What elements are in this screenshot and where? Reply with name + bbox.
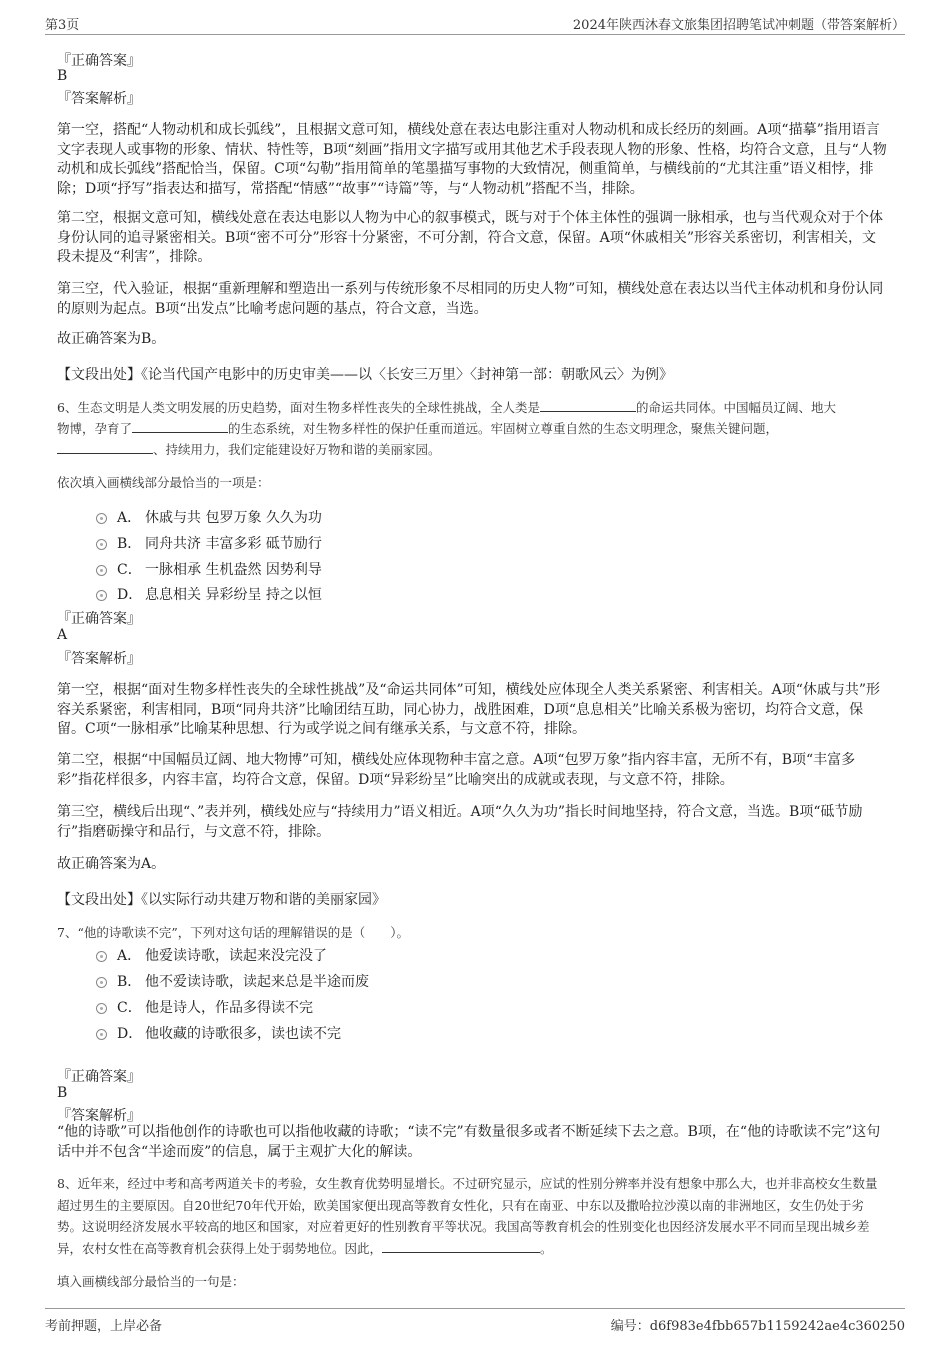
option-c[interactable]: C． 一脉相承 生机盎然 因势利导 [96,560,322,580]
page-header [45,12,905,35]
radio-icon[interactable] [96,977,107,988]
analysis-paragraph: “他的诗歌”可以指他创作的诗歌也可以指他收藏的诗歌；“读不完”有数量很多或者不断延续下去之意。B项，在“他的诗歌读不完”这句话中并不包含“半途而废”的信息，属于主观扩大化的解读。 [57,1124,881,1160]
answer-label: 『正确答案』 [57,1069,141,1085]
option-b[interactable]: B． 他不爱读诗歌，读起来总是半途而废 [96,972,369,992]
radio-icon[interactable] [96,539,107,550]
source-citation: 【文段出处】《以实际行动共建万物和谐的美丽家园》 [57,892,386,908]
radio-icon[interactable] [96,1029,107,1040]
option-d[interactable]: D． 他收藏的诗歌很多，读也读不完 [96,1024,341,1044]
radio-icon[interactable] [96,590,107,601]
radio-icon[interactable] [96,565,107,576]
analysis-paragraph: 第二空，根据文意可知，横线处意在表达电影以人物为中心的叙事模式，既与对于个体主体性的强调一脉相承，也与当代观众对于个体身份认同的追寻紧密相关。B项“密不可分”形容十分紧密，不可分割，符合文意，保留。A项“休戚相关”形容关系密切，利害相关，文段未提及“利害”，排除。 [57,210,883,265]
radio-icon[interactable] [96,1003,107,1014]
analysis-label: 『答案解析』 [57,651,141,667]
radio-icon[interactable] [96,951,107,962]
question-stem: 8、近年来，经过中考和高考两道关卡的考验，女生教育优势明显增长。不过研究显示，应试的性别分辨率并没有想象中那么大，也并非高校女生数量超过男生的主要原因。自20世纪70年代开始，欧美国家便出现高等教育女性化，只有在南亚、中东以及撒哈拉沙漠以南的非洲地区，女生仍处于劣势。这说明经济发展水平较高的地区和国家，对应着更好的性别教育平等状况。我国高等教育机会的性别变化也因经济发展水平不同而呈现出城乡差异，农村女性在高等教育机会获得上处于弱势地位。因此， 。 [57,1176,878,1256]
fill-blank [132,420,228,433]
page-footer [45,1308,905,1333]
option-d[interactable]: D． 息息相关 异彩纷呈 持之以恒 [96,585,322,605]
analysis-paragraph: 第二空，根据“中国幅员辽阔、地大物博”可知，横线处应体现物种丰富之意。A项“包罗万象”指内容丰富，无所不有，B项“丰富多彩”指花样很多，内容丰富，均符合文意，保留。D项“异彩纷呈”比喻突出的成就或表现，与文意不符，排除。 [57,752,856,788]
answer-value: A [57,627,68,643]
fill-blank [540,399,636,412]
analysis-label: 『答案解析』 [57,1108,141,1124]
source-citation: 【文段出处】《论当代国产电影中的历史审美——以〈长安三万里〉〈封神第一部：朝歌风云〉为例》 [57,367,673,383]
answer-value: B [57,68,68,84]
document-id: 编号：d6f983e4fbb657b1159242ae4c360250 [610,1319,905,1334]
answer-value: B [57,1085,68,1101]
document-title: 2024年陕西沐春文旅集团招聘笔试冲刺题（带答案解析） [572,18,905,33]
option-a[interactable]: A． 休戚与共 包罗万象 久久为功 [96,508,322,528]
conclusion: 故正确答案为A。 [57,856,166,872]
analysis-paragraph: 第三空，横线后出现“、”表并列，横线处应与“持续用力”语义相近。A项“久久为功”指长时间地坚持，符合文意，当选。B项“砥节励行”指磨砺操守和品行，与文意不符，排除。 [57,804,863,840]
answer-label: 『正确答案』 [57,53,141,69]
analysis-label: 『答案解析』 [57,91,141,107]
question-stem: 6、生态文明是人类文明发展的历史趋势，面对生物多样性丧失的全球性挑战，全人类是 的命运共同体。中国幅员辽阔、地大 物博，孕育了 的生态系统，对生物多样性的保护任重而道远。牢固树立尊重自然的生态文明理念，聚焦关键问题， 、持续用力，我们定能建设好万物和谐的美丽家园。 [57,400,836,457]
fill-blank [382,1240,540,1253]
option-c[interactable]: C． 他是诗人，作品多得读不完 [96,998,313,1018]
answer-label: 『正确答案』 [57,611,141,627]
analysis-paragraph: 第一空，搭配“人物动机和成长弧线”，且根据文意可知，横线处意在表达电影注重对人物动机和成长经历的刻画。A项“描摹”指用语言文字表现人或事物的形象、情状、特性等，B项“刻画”指用文字描写或用其他艺术手段表现人物的形象、性格，均符合文意，且与“人物动机和成长弧线”搭配恰当，保留。C项“勾勒”指用简单的笔墨描写事物的大致情况，侧重简单，与横线前的“尤其注重”语义相悖，排除；D项“抒写”指表达和描写，常搭配“情感”“故事”“诗篇”等，与“人物动机”搭配不当，排除。 [57,122,887,197]
radio-icon[interactable] [96,513,107,524]
analysis-paragraph: 第一空，根据“面对生物多样性丧失的全球性挑战”及“命运共同体”可知，横线处应体现全人类关系紧密、利害相关。A项“休戚与共”形容关系紧密，利害相同，B项“同舟共济”比喻团结互助，同心协力，战胜困难，D项“息息相关”比喻关系极为密切，均符合文意，保留。C项“一脉相承”比喻某种思想、行为或学说之间有继承关系，与文意不符，排除。 [57,682,881,737]
question-prompt: 依次填入画横线部分最恰当的一项是： [57,475,270,490]
analysis-paragraph: 第三空，代入验证，根据“重新理解和塑造出一系列与传统形象不尽相同的历史人物”可知，横线处意在表达以当代主体动机和身份认同的原则为起点。B项“出发点”比喻考虑问题的基点，符合文意，当选。 [57,281,884,317]
conclusion: 故正确答案为B。 [57,331,166,347]
footer-slogan: 考前押题，上岸必备 [45,1319,163,1334]
question-prompt: 填入画横线部分最恰当的一句是： [57,1274,245,1289]
question-stem: 7、“他的诗歌读不完”，下列对这句话的理解错误的是（ ）。 [57,925,409,940]
page-number: 第3页 [45,18,80,33]
option-a[interactable]: A． 他爱读诗歌，读起来没完没了 [96,946,327,966]
option-b[interactable]: B． 同舟共济 丰富多彩 砥节励行 [96,534,322,554]
fill-blank [57,441,153,454]
